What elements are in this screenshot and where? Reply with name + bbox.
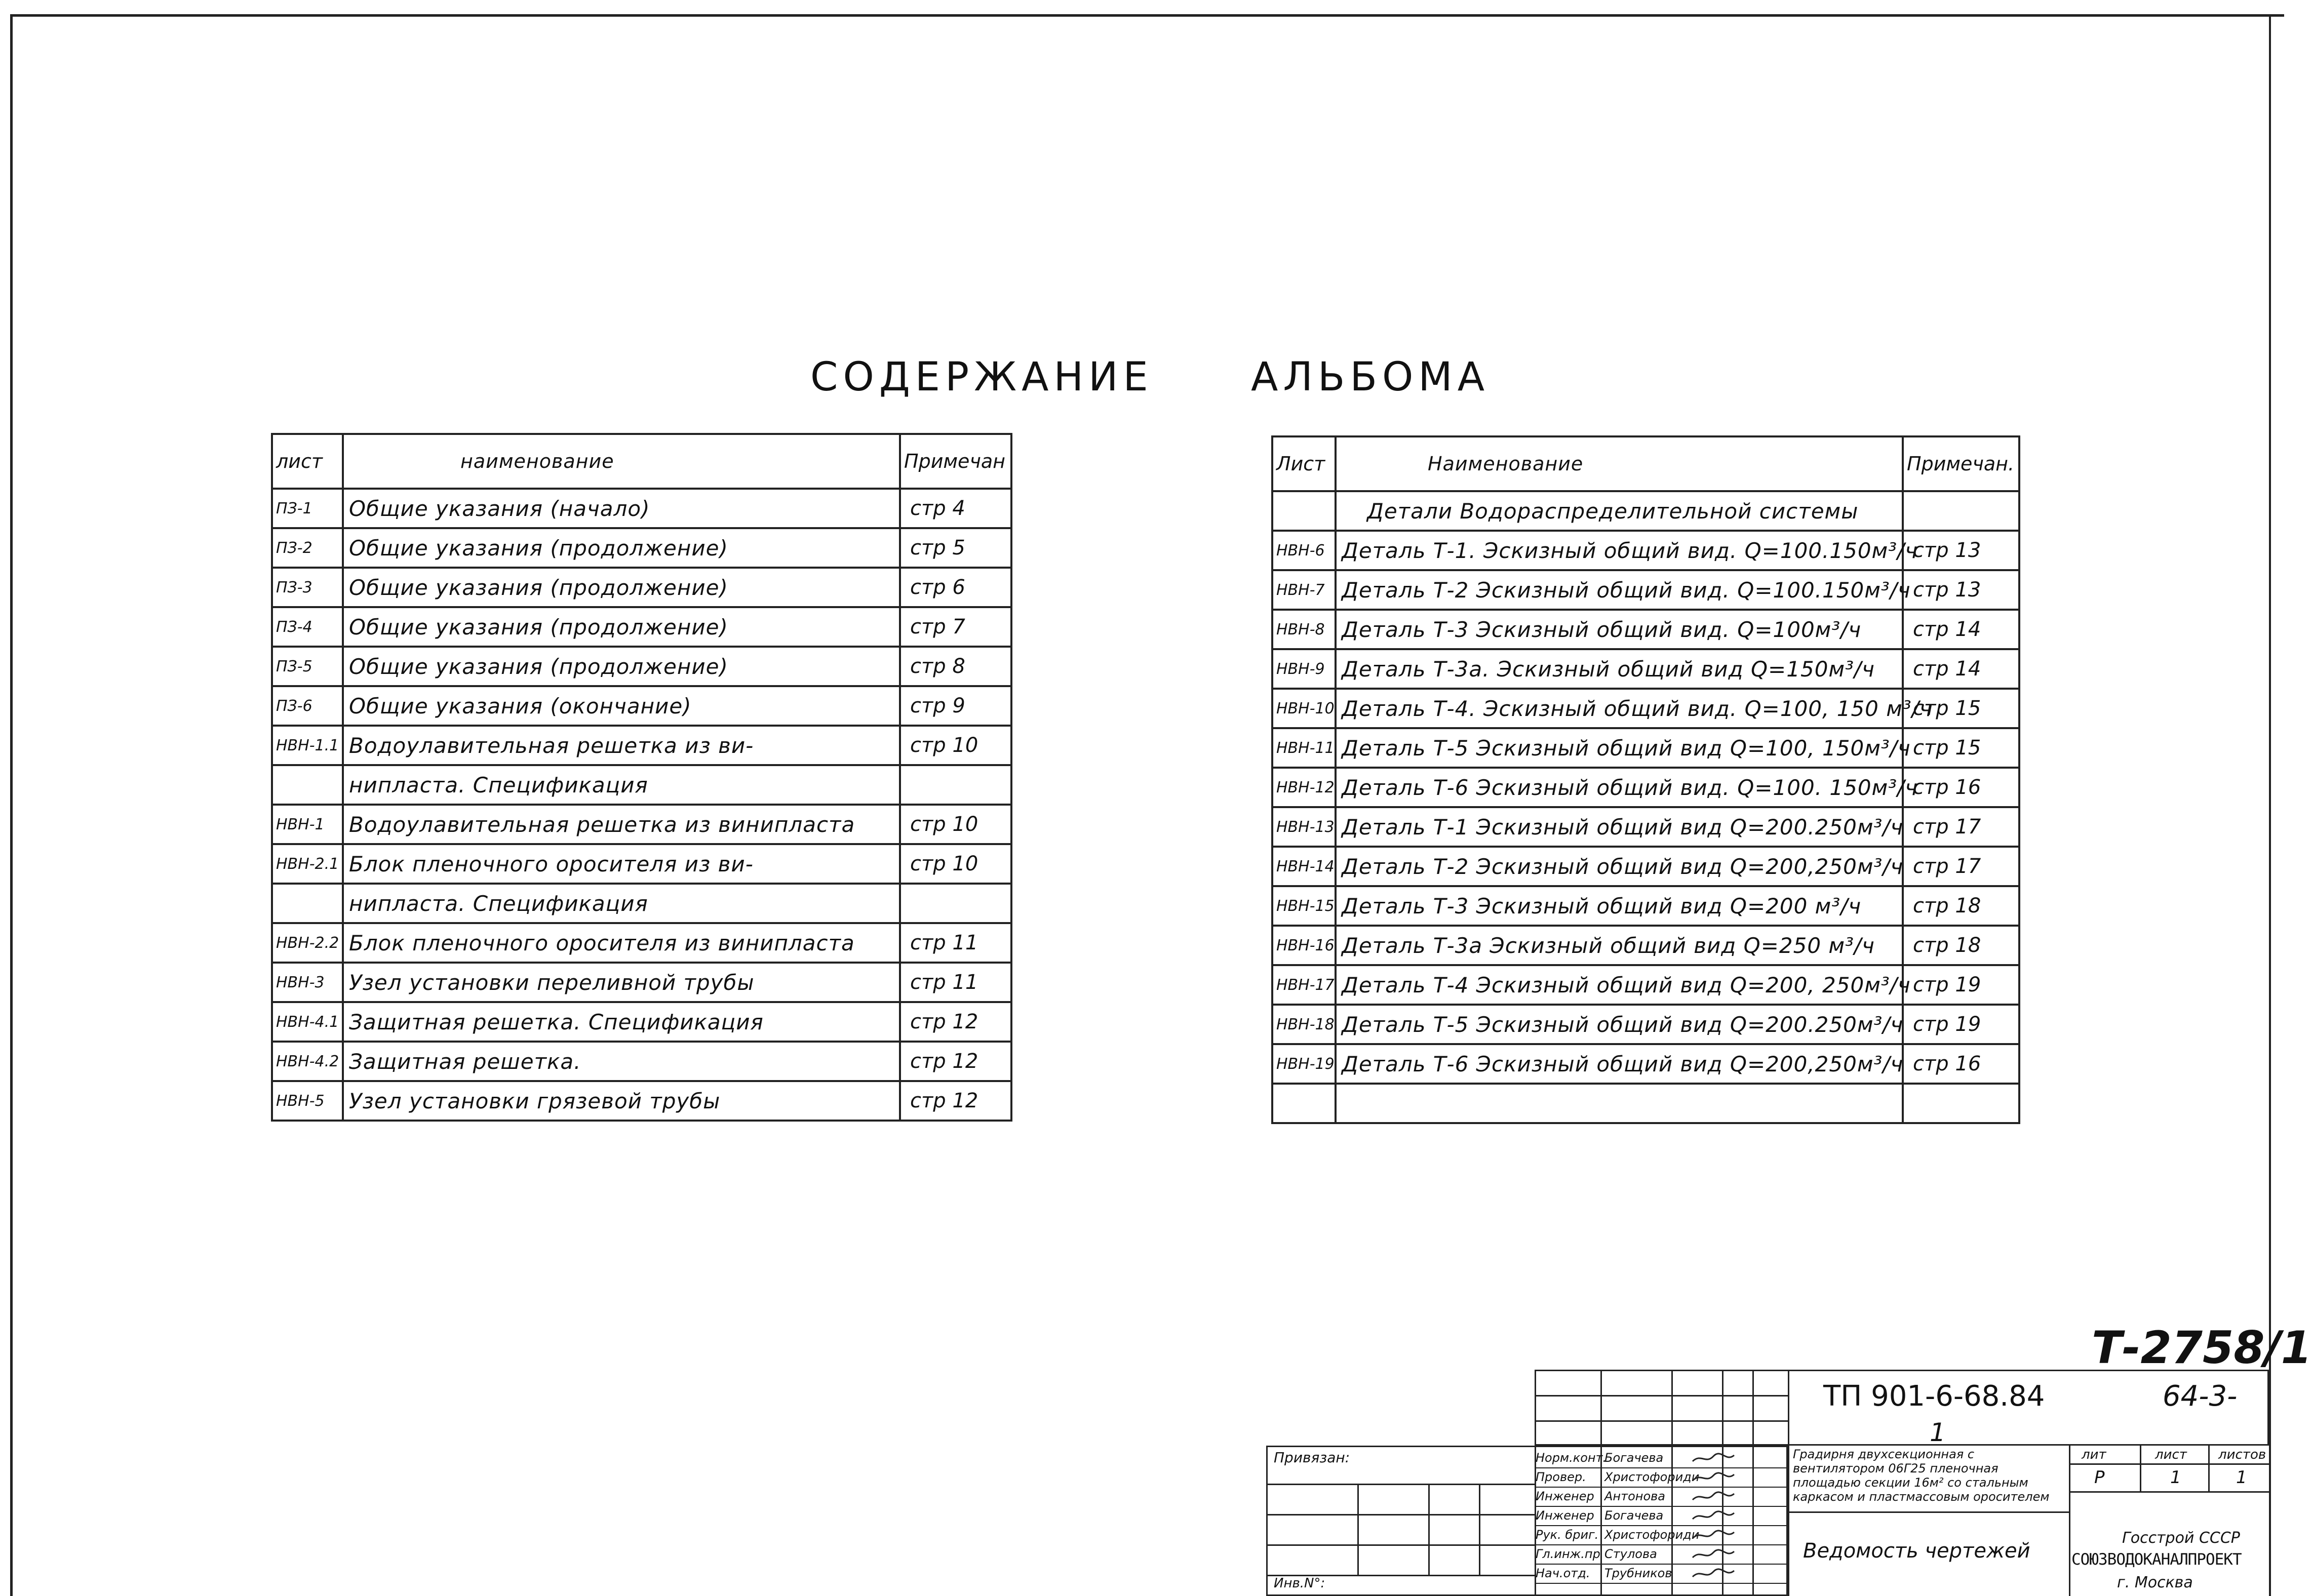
frame-top-line: [10, 14, 2284, 17]
inventory-label: Инв.N°:: [1274, 1576, 1325, 1591]
sheet-code: ПЗ-1: [272, 489, 343, 528]
header-name: наименование: [343, 434, 900, 489]
page-note: стр 14: [1903, 610, 2019, 649]
album-reference: 64-3-: [2163, 1380, 2238, 1413]
table-row: [1272, 886, 2019, 926]
table-row: [272, 686, 1011, 726]
sheet-title: Деталь Т-4. Эскизный общий вид. Q=100, 150 м³/ч: [1336, 689, 1903, 728]
album-number: Т-2758/1: [2092, 1322, 2312, 1374]
stage-value: Р: [2094, 1467, 2105, 1488]
signer-row: [1536, 1545, 1789, 1565]
page-note: стр 8: [900, 647, 1011, 686]
table-row: [272, 647, 1011, 686]
sheet-code: НВН-10: [1272, 689, 1336, 728]
table-row: [1272, 610, 2019, 649]
table-row: [272, 884, 1011, 923]
sheet-code: НВН-1.1: [272, 726, 343, 765]
sheet-code: НВН-12: [1272, 768, 1336, 807]
signer-name: Христофориди: [1604, 1470, 1700, 1484]
sheet-code: НВН-8: [1272, 610, 1336, 649]
table-row: [272, 844, 1011, 884]
header-sheet: лист: [272, 434, 343, 489]
page-note: стр 14: [1903, 649, 2019, 689]
right-contents-table: [1271, 435, 2020, 1124]
page-note: стр 6: [900, 568, 1011, 607]
table-row: [1272, 1044, 2019, 1084]
page-note: стр 17: [1903, 847, 2019, 886]
signer-row: [1536, 1565, 1789, 1584]
page-note: стр 13: [1903, 531, 2019, 570]
sheet-value: 1: [2170, 1467, 2181, 1488]
sheet-code: ПЗ-4: [272, 607, 343, 647]
signature-mark: [1691, 1507, 1741, 1525]
sheet-title: Общие указания (продолжение): [343, 528, 900, 568]
left-contents-table: [271, 433, 1012, 1122]
page-note: стр 15: [1903, 728, 2019, 768]
project-code: ТП 901-6-68.84: [1823, 1380, 2045, 1413]
table-header-row: [1272, 436, 2019, 491]
table-row: [272, 1081, 1011, 1121]
sheet-code: НВН-7: [1272, 570, 1336, 610]
table-row: [272, 805, 1011, 844]
signature-mark: [1691, 1545, 1741, 1564]
signer-name: Богачева: [1604, 1451, 1664, 1465]
sheet-code: НВН-5: [272, 1081, 343, 1121]
signature-mark: [1691, 1565, 1741, 1583]
page-note: стр 10: [900, 844, 1011, 884]
organization-line-1: Госстрой СССР: [2122, 1529, 2240, 1547]
signature-mark: [1691, 1488, 1741, 1506]
table-row: [272, 489, 1011, 528]
table-row: [1272, 965, 2019, 1005]
sheet-title: нипласта. Спецификация: [343, 765, 900, 805]
signer-role: Гл.инж.пр: [1536, 1547, 1600, 1561]
page-note: стр 19: [1903, 965, 2019, 1005]
table-header-row: [272, 434, 1011, 489]
table-row: [272, 607, 1011, 647]
table-row: [1272, 768, 2019, 807]
signer-name: Богачева: [1604, 1508, 1664, 1523]
sheet-title: Общие указания (окончание): [343, 686, 900, 726]
sheet-title: Деталь Т-1. Эскизный общий вид. Q=100.150м³/ч: [1336, 531, 1903, 570]
sheet-title: Деталь Т-3а Эскизный общий вид Q=250 м³/ч: [1336, 926, 1903, 965]
signers-list: [1536, 1449, 1789, 1584]
header-name: Наименование: [1336, 436, 1903, 491]
sheet-title: Водоулавительная решетка из ви-: [343, 726, 900, 765]
sheet-title: Общие указания (начало): [343, 489, 900, 528]
table-row: [272, 963, 1011, 1002]
attached-label: Привязан:: [1274, 1449, 1350, 1466]
page-note: [900, 884, 1011, 923]
sheet-code: НВН-3: [272, 963, 343, 1002]
sheets-value: 1: [2236, 1467, 2247, 1488]
signer-role: Норм.конт.: [1536, 1451, 1607, 1465]
table-row: [1272, 847, 2019, 886]
section-row: [1272, 491, 2019, 531]
table-row: [1272, 531, 2019, 570]
organization-line-3: г. Москва: [2117, 1574, 2193, 1591]
sheet-code: НВН-1: [272, 805, 343, 844]
table-row: [1272, 570, 2019, 610]
sheet-code: [272, 765, 343, 805]
sheet-title: Блок пленочного оросителя из винипласта: [343, 923, 900, 963]
sheet-code: НВН-4.2: [272, 1042, 343, 1081]
sheet-code: ПЗ-6: [272, 686, 343, 726]
page-note: стр 12: [900, 1042, 1011, 1081]
table-row: [1272, 1084, 2019, 1123]
page-note: стр 16: [1903, 768, 2019, 807]
table-row: [272, 528, 1011, 568]
sheet-title: Деталь Т-3 Эскизный общий вид. Q=100м³/ч: [1336, 610, 1903, 649]
sheet-code: НВН-11: [1272, 728, 1336, 768]
page-note: стр 17: [1903, 807, 2019, 847]
table-row: [1272, 1005, 2019, 1044]
signature-mark: [1691, 1449, 1741, 1467]
sheet-code: НВН-13: [1272, 807, 1336, 847]
organization-line-2: СОЮЗВОДОКАНАЛПРОЕКТ: [2071, 1550, 2242, 1569]
sheet-code: НВН-14: [1272, 847, 1336, 886]
sheet-title: Деталь Т-4 Эскизный общий вид Q=200, 250м³/ч: [1336, 965, 1903, 1005]
table-row: [1272, 926, 2019, 965]
sheet-title: Деталь Т-6 Эскизный общий вид. Q=100. 150м³/ч: [1336, 768, 1903, 807]
sheet-header: лист: [2155, 1447, 2187, 1462]
table-row: [1272, 649, 2019, 689]
signer-role: Нач.отд.: [1536, 1566, 1590, 1580]
signer-name: Трубников: [1604, 1566, 1672, 1580]
sheet-title: Водоулавительная решетка из винипласта: [343, 805, 900, 844]
sheet-code: НВН-15: [1272, 886, 1336, 926]
signer-name: Христофориди: [1604, 1528, 1700, 1542]
sheet-code: НВН-19: [1272, 1044, 1336, 1084]
sheet-code: НВН-16: [1272, 926, 1336, 965]
section-title: Детали Водораспределительной системы: [1336, 491, 1903, 531]
sheet-title: Деталь Т-1 Эскизный общий вид Q=200.250м³/ч: [1336, 807, 1903, 847]
sheet-title: Деталь Т-3а. Эскизный общий вид Q=150м³/ч: [1336, 649, 1903, 689]
sheet-title: Деталь Т-2 Эскизный общий вид Q=200,250м³/ч: [1336, 847, 1903, 886]
sheet-code: НВН-2.2: [272, 923, 343, 963]
signer-row: [1536, 1507, 1789, 1526]
page-note: стр 10: [900, 805, 1011, 844]
signer-name: Антонова: [1604, 1489, 1665, 1503]
signer-role: Инженер: [1536, 1489, 1594, 1503]
signer-role: Инженер: [1536, 1508, 1594, 1523]
sheets-header: листов: [2218, 1447, 2266, 1462]
sheet-title: Общие указания (продолжение): [343, 647, 900, 686]
table-row: [272, 1002, 1011, 1042]
page-note: стр 19: [1903, 1005, 2019, 1044]
sheet-title: Деталь Т-6 Эскизный общий вид Q=200,250м³/ч: [1336, 1044, 1903, 1084]
sheet-title: Узел установки грязевой трубы: [343, 1081, 900, 1121]
sheet-title: нипласта. Спецификация: [343, 884, 900, 923]
sheet-code: НВН-6: [1272, 531, 1336, 570]
header-note: Примечан: [900, 434, 1011, 489]
page-note: стр 15: [1903, 689, 2019, 728]
stage-header: лит: [2082, 1447, 2106, 1462]
table-row: [1272, 807, 2019, 847]
sheet-code: [272, 884, 343, 923]
sheet-title: Защитная решетка. Спецификация: [343, 1002, 900, 1042]
page-note: стр 5: [900, 528, 1011, 568]
signer-name: Стулова: [1604, 1547, 1657, 1561]
sheet-code: НВН-2.1: [272, 844, 343, 884]
page-note: стр 12: [900, 1081, 1011, 1121]
frame-left-line: [10, 14, 13, 1596]
table-row: [1272, 728, 2019, 768]
sheet-code: ПЗ-3: [272, 568, 343, 607]
sheet-code: ПЗ-5: [272, 647, 343, 686]
sheet-code: НВН-9: [1272, 649, 1336, 689]
page-note: стр 9: [900, 686, 1011, 726]
signer-row: [1536, 1488, 1789, 1507]
sheet-title: Общие указания (продолжение): [343, 568, 900, 607]
page-note: стр 10: [900, 726, 1011, 765]
table-row: [272, 726, 1011, 765]
sheet-code: [1272, 1084, 1336, 1123]
sheet-title: [1336, 1084, 1903, 1123]
page-note: стр 18: [1903, 886, 2019, 926]
sheet-title: Защитная решетка.: [343, 1042, 900, 1081]
table-row: [272, 1042, 1011, 1081]
table-row: [1272, 689, 2019, 728]
title-album: АЛЬБОМА: [1251, 354, 1490, 400]
page-note: [1903, 1084, 2019, 1123]
sheet-code: НВН-4.1: [272, 1002, 343, 1042]
sheet-code: НВН-18: [1272, 1005, 1336, 1044]
table-row: [272, 765, 1011, 805]
sheet-title: Общие указания (продолжение): [343, 607, 900, 647]
page-note: стр 16: [1903, 1044, 2019, 1084]
page-note: стр 18: [1903, 926, 2019, 965]
page-note: стр 11: [900, 963, 1011, 1002]
sheet-code: ПЗ-2: [272, 528, 343, 568]
sheet-title: Узел установки переливной трубы: [343, 963, 900, 1002]
document-title: Ведомость чертежей: [1803, 1539, 2030, 1563]
project-description: Градирня двухсекционная с вентилятором 06Г25 пленочная площадью секции 16м² со стальным каркасом и пластмассовым оросителем: [1793, 1447, 2050, 1504]
signature-mark: [1691, 1468, 1741, 1487]
sheet-title: Деталь Т-2 Эскизный общий вид. Q=100.150м³/ч: [1336, 570, 1903, 610]
sheet-title: Деталь Т-5 Эскизный общий вид Q=100, 150м³/ч: [1336, 728, 1903, 768]
signer-row: [1536, 1526, 1789, 1545]
page-note: стр 11: [900, 923, 1011, 963]
title-contents: СОДЕРЖАНИЕ: [810, 354, 1153, 400]
page-note: стр 7: [900, 607, 1011, 647]
sheet-mark: 1: [1930, 1418, 1946, 1447]
table-row: [272, 923, 1011, 963]
sheet-title: Деталь Т-5 Эскизный общий вид Q=200.250м³/ч: [1336, 1005, 1903, 1044]
sheet-code: НВН-17: [1272, 965, 1336, 1005]
signer-row: [1536, 1468, 1789, 1488]
signer-role: Провер.: [1536, 1470, 1586, 1484]
table-row: [272, 568, 1011, 607]
header-sheet: Лист: [1272, 436, 1336, 491]
page-note: [900, 765, 1011, 805]
page-note: стр 12: [900, 1002, 1011, 1042]
header-note: Примечан.: [1903, 436, 2019, 491]
signer-role: Рук. бриг.: [1536, 1528, 1599, 1542]
sheet-title: Блок пленочного оросителя из ви-: [343, 844, 900, 884]
signature-mark: [1691, 1526, 1741, 1544]
page-note: стр 13: [1903, 570, 2019, 610]
signer-row: [1536, 1449, 1789, 1468]
page-note: стр 4: [900, 489, 1011, 528]
sheet-title: Деталь Т-3 Эскизный общий вид Q=200 м³/ч: [1336, 886, 1903, 926]
